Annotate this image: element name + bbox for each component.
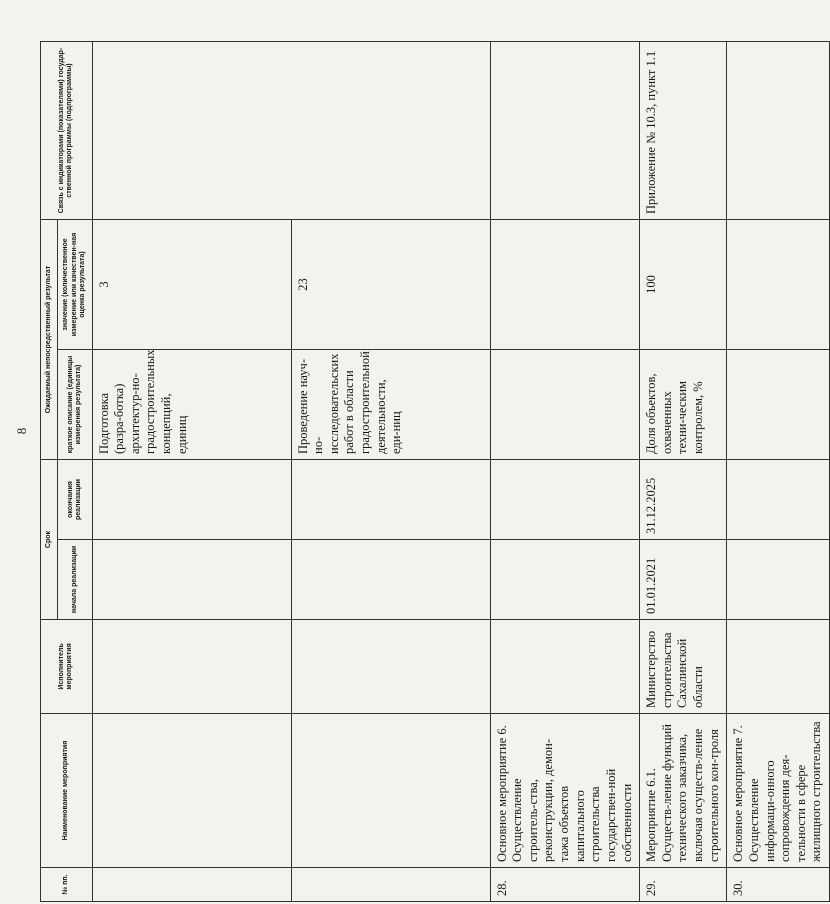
row-end — [490, 460, 640, 540]
row-value — [727, 220, 830, 350]
cell-empty — [92, 714, 291, 868]
header-name: Наименование мероприятия — [41, 714, 93, 868]
row-desc — [490, 350, 640, 460]
row-value: 100 — [640, 220, 727, 350]
row-num: 29. — [640, 868, 727, 902]
cell-empty — [92, 460, 291, 540]
table-row — [490, 42, 640, 902]
rotated-page-content — [40, 22, 824, 902]
row-desc: Доля объектов, охваченных техни-ческим контролем, % — [640, 350, 727, 460]
header-row-1 — [41, 42, 58, 902]
continuation-desc: Подготовка (разра-ботка) архитектур-но-градостроительных концепций, единиц — [92, 350, 291, 460]
cell-empty — [291, 620, 490, 714]
cell-empty — [92, 42, 490, 220]
cell-empty — [291, 714, 490, 868]
cell-empty — [291, 540, 490, 620]
row-link — [490, 42, 640, 220]
header-result-value: значение (количественное измерение или качествен-ная оценка результата) — [58, 220, 92, 350]
header-result-desc: краткое описание (единицы измерения результата) — [58, 350, 92, 460]
row-start — [727, 540, 830, 620]
row-name: Основное мероприятие 7. Осуществление информаци-онного сопровождения дея-тельности в сфере жилищного строительства — [727, 714, 830, 868]
page-number: 8 — [14, 427, 29, 435]
row-end — [727, 460, 830, 540]
header-term: Срок — [41, 460, 58, 620]
row-executor — [490, 620, 640, 714]
cell-empty — [92, 868, 291, 902]
row-num: 28. — [490, 868, 640, 902]
table-row — [640, 42, 727, 902]
row-name: Основное мероприятие 6. Осуществление строитель-ства, реконструкции, демон-тажа объектов капитального строительства государствен-ной собственности — [490, 714, 640, 868]
continuation-desc: Проведение науч-но-исследовательских работ в области градостроительной деятельности, еди-ниц — [291, 350, 490, 460]
row-name: Мероприятие 6.1. Осуществ-ление функций технического заказчика, включая осуществ-ление строительного кон-троля — [640, 714, 727, 868]
cell-empty — [92, 540, 291, 620]
header-term-end: окончания реализации — [58, 460, 92, 540]
row-value — [490, 220, 640, 350]
events-table — [40, 41, 830, 902]
cell-empty — [92, 620, 291, 714]
continuation-value: 23 — [291, 220, 490, 350]
header-executor: Исполнитель мероприятия — [41, 620, 93, 714]
row-start — [490, 540, 640, 620]
cell-empty — [291, 868, 490, 902]
row-executor — [727, 620, 830, 714]
row-link: Приложение № 10.3, пункт 1.1 — [640, 42, 727, 220]
continuation-row-1 — [92, 42, 291, 902]
header-term-start: начала реализации — [58, 540, 92, 620]
continuation-value: 3 — [92, 220, 291, 350]
cell-empty — [291, 460, 490, 540]
table-row — [727, 42, 830, 902]
row-end: 31.12.2025 — [640, 460, 727, 540]
header-num: № пп. — [41, 868, 93, 902]
header-link: Связь с индикаторами (показателями) государ-ственной программы (подпрограммы) — [41, 42, 93, 220]
row-start: 01.01.2021 — [640, 540, 727, 620]
row-executor: Министерство строительства Сахалинской области — [640, 620, 727, 714]
row-num: 30. — [727, 868, 830, 902]
row-link — [727, 42, 830, 220]
row-desc — [727, 350, 830, 460]
header-result: Ожидаемый непосредственный результат — [41, 220, 58, 460]
